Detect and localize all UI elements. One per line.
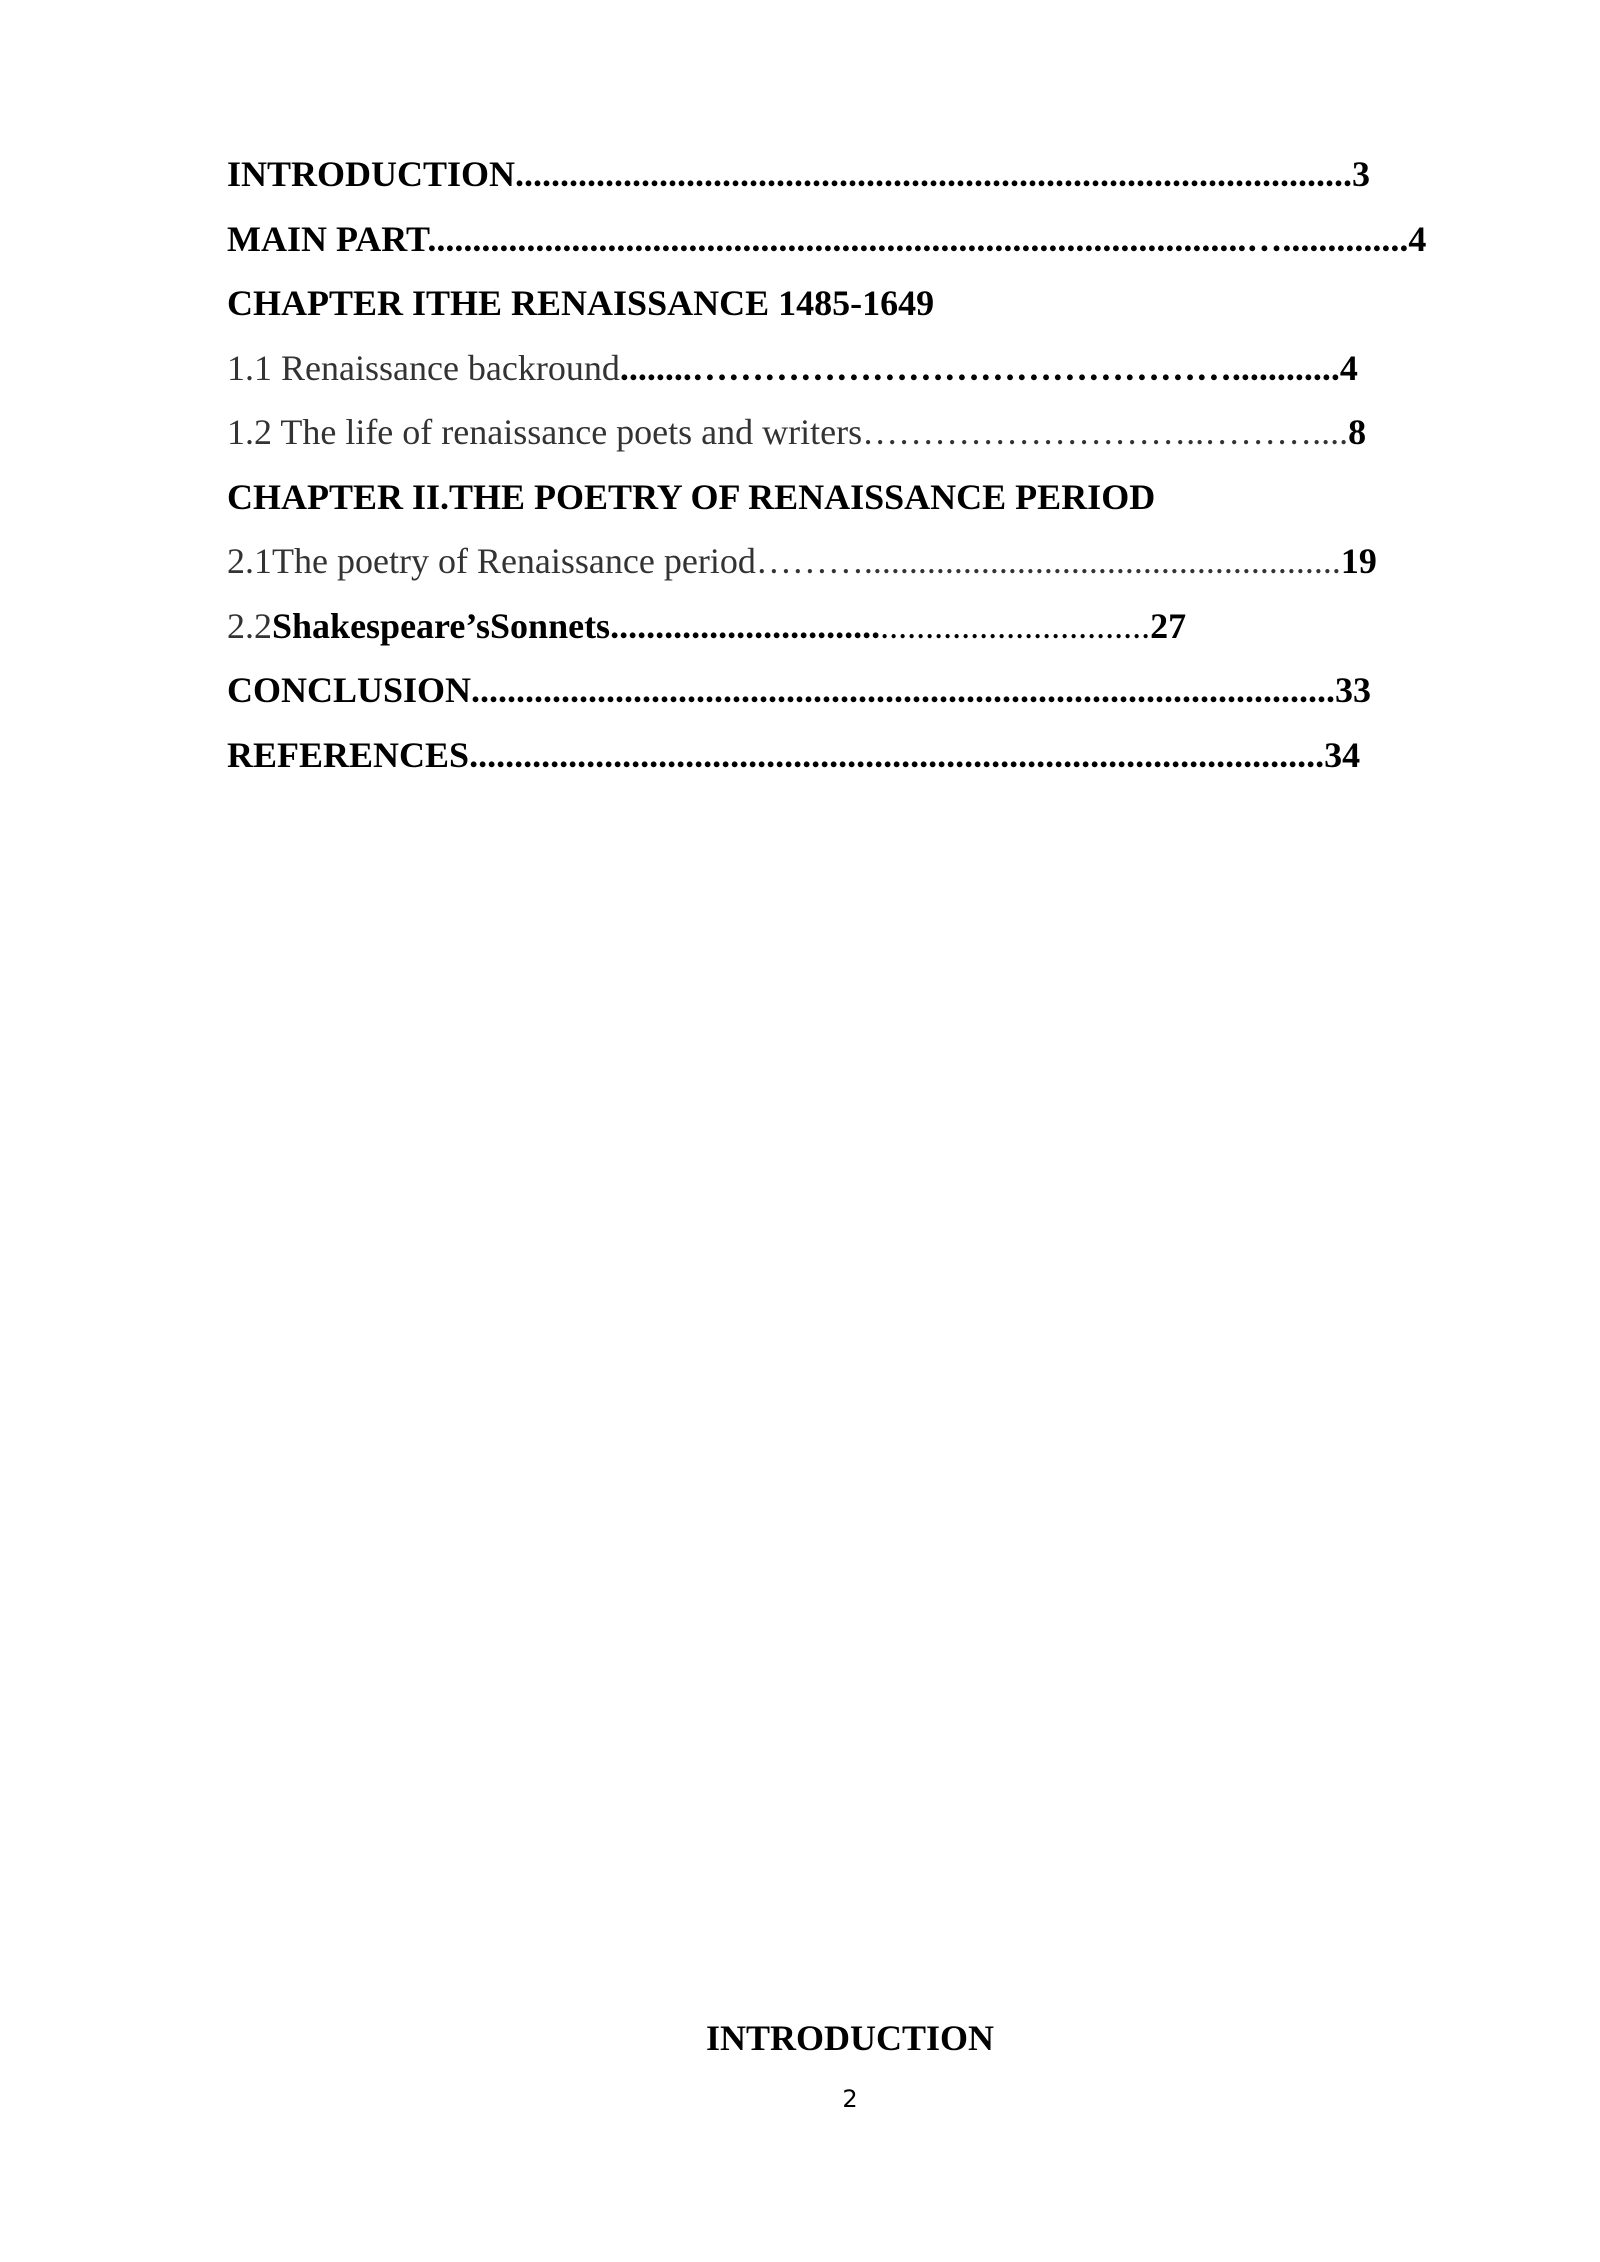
toc-entry-title: 1.2 The life of renaissance poets and writers <box>227 412 863 452</box>
toc-entry-leader: .............................. <box>610 605 881 646</box>
toc-entry-title: Shakespeare’sSonnets <box>272 605 611 646</box>
toc-entry-title: CHAPTER II.THE POETRY OF RENAISSANCE PERIOD <box>227 476 1156 517</box>
toc-chapter-2-heading <box>227 473 1477 538</box>
toc-entry-prefix: 2.2 <box>227 605 272 646</box>
toc-entry-title: INTRODUCTION <box>227 154 516 194</box>
toc-entry-1-1 <box>227 344 1477 409</box>
section-heading-introduction: INTRODUCTION <box>705 2018 995 2058</box>
toc-entry-leader: ………..................................................... <box>755 541 1341 581</box>
toc-entry-page: 8 <box>1348 412 1367 452</box>
toc-entry-conclusion <box>227 666 1477 731</box>
toc-entry-leader: ................................................................................................ <box>471 670 1336 710</box>
toc-entry-title: MAIN PART <box>227 218 428 259</box>
toc-chapter-1-heading <box>227 279 1477 344</box>
toc-entry-title: CHAPTER ITHE RENAISSANCE 1485-1649 <box>227 283 935 323</box>
toc-entry-page: 27 <box>1150 605 1187 646</box>
toc-entry-title: REFERENCES <box>227 734 470 775</box>
toc-entry-leader: ............................................................................................... <box>469 734 1325 775</box>
table-of-contents <box>227 150 1477 795</box>
toc-entry-1-2 <box>227 408 1477 473</box>
page-number: 2 <box>842 2085 858 2113</box>
toc-entry-page: 19 <box>1340 541 1377 581</box>
toc-entry-references <box>227 731 1477 796</box>
toc-entry-introduction <box>227 150 1477 215</box>
toc-entry-leader: ...........................................................................................….............. <box>427 218 1409 259</box>
toc-entry-page: 4 <box>1408 218 1427 259</box>
toc-entry-main-part <box>227 215 1477 280</box>
toc-entry-page: 33 <box>1335 670 1372 710</box>
toc-entry-leader: ............................................................................................. <box>515 154 1353 194</box>
toc-entry-title: 2.1The poetry of Renaissance period <box>227 541 756 581</box>
toc-entry-leader-2: .............................. <box>880 605 1151 646</box>
toc-entry-leader: ………………………..……….... <box>862 412 1349 452</box>
toc-entry-page: 3 <box>1352 154 1371 194</box>
toc-entry-2-1 <box>227 537 1477 602</box>
toc-entry-leader: ........………………………………………............ <box>619 347 1340 388</box>
toc-entry-title: CONCLUSION <box>227 670 472 710</box>
toc-entry-2-2 <box>227 602 1477 667</box>
toc-entry-title: 1.1 Renaissance backround <box>227 347 620 388</box>
toc-entry-page: 34 <box>1324 734 1361 775</box>
toc-entry-page: 4 <box>1339 347 1358 388</box>
